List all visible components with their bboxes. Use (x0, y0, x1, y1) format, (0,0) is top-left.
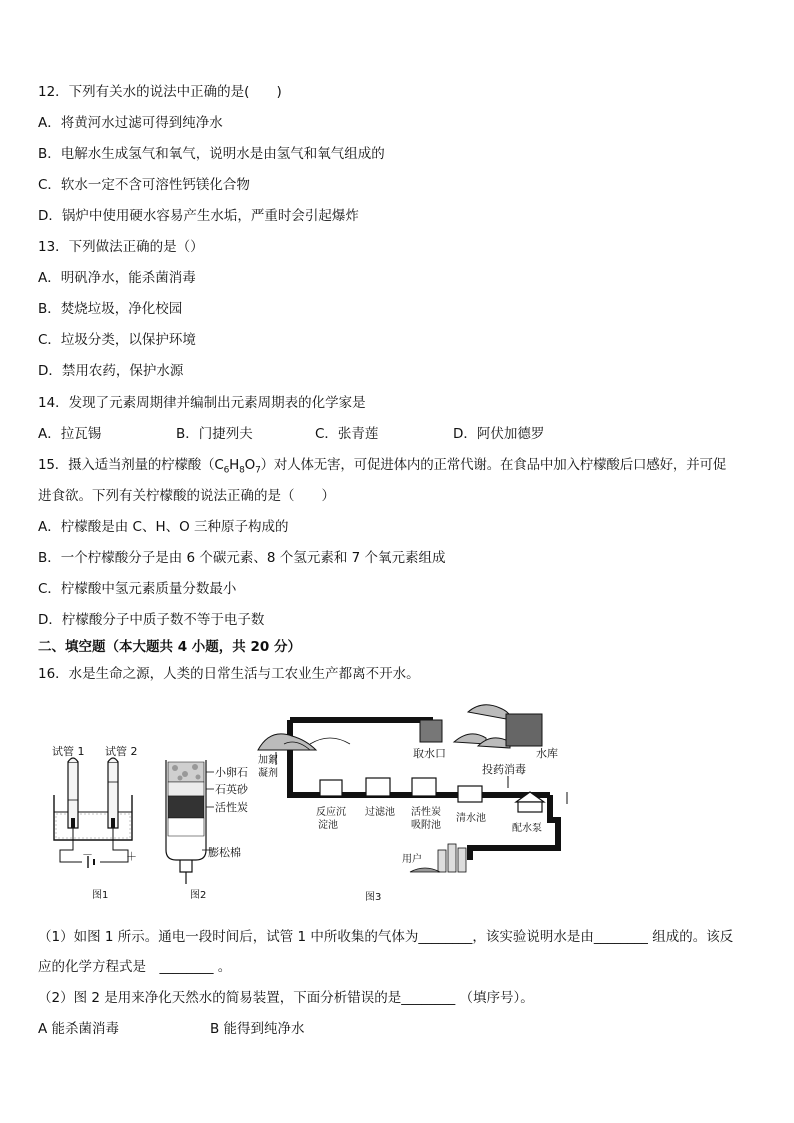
formula-sub-8: 8 (239, 465, 245, 476)
q13-option-a: A．明矾净水，能杀菌消毒 (38, 270, 196, 286)
q16-stem: 16．水是生命之源，人类的日常生活与工农业生产都离不开水。 (38, 666, 420, 682)
q15-option-c: C．柠檬酸中氢元素质量分数最小 (38, 581, 237, 597)
bushes (410, 868, 440, 872)
water-wave (310, 738, 350, 744)
intake-box (420, 720, 442, 742)
intake-label: 取水口 (413, 747, 446, 760)
formula-o: O (244, 457, 256, 473)
q13-option-c: C．垃圾分类，以保护环境 (38, 332, 196, 348)
electrode-1 (71, 818, 75, 828)
carbon-label: 活性炭 (215, 801, 248, 814)
q15-stem-end: ）对人体无害，可促进体内的正常代谢。在食品中加入柠檬酸后口感好，并可促 (260, 457, 727, 473)
hill (454, 734, 486, 744)
dam (506, 714, 542, 746)
carbon-layer (168, 796, 204, 818)
pump-house (518, 802, 542, 812)
q16-part1-line1: （1）如图 1 所示。通电一段时间后，试管 1 中所收集的气体为________，该实验说明水是由________ 组成的。该反 (38, 929, 734, 945)
figure-3-waterworks (258, 705, 567, 903)
figure-2-caption: 图2 (190, 890, 207, 901)
q15-option-a: A．柠檬酸是由 C、H、O 三种原子构成的 (38, 519, 289, 535)
formula-sub-6: 6 (223, 465, 230, 476)
coagulant-label-1: 加絮 (258, 755, 278, 766)
water (56, 814, 130, 838)
clear-water-label: 清水池 (456, 813, 486, 824)
formula-h: H (229, 457, 240, 473)
pebble-label: 小卵石 (215, 766, 248, 779)
pebble (178, 776, 183, 781)
q13-option-d: D．禁用农药，保护水源 (38, 363, 184, 379)
q15-stem (38, 456, 726, 480)
q14-option-c: C．张青莲 (315, 426, 379, 442)
filter-tank (366, 778, 390, 796)
q15-stem-line2: 进食欲。下列有关柠檬酸的说法正确的是（ ） (38, 488, 335, 504)
pipe-top (290, 720, 430, 735)
hill (468, 705, 512, 720)
q16-part1-line2: 应的化学方程式是 ________ 。 (38, 959, 232, 975)
q12-stem: 12．下列有关水的说法中正确的是( ) (38, 84, 282, 100)
q14-stem: 14．发现了元素周期律并编制出元素周期表的化学家是 (38, 395, 366, 411)
q14-option-b: B．门捷列夫 (176, 426, 253, 442)
pump-label: 配水泵 (512, 823, 542, 834)
filter-label: 过滤池 (365, 807, 395, 818)
building (438, 850, 446, 872)
pebble (196, 775, 201, 780)
electrode-2 (111, 818, 115, 828)
figure-1-caption: 图1 (92, 890, 109, 901)
settling-label-2: 淀池 (318, 820, 338, 831)
figure-3-caption: 图3 (365, 892, 382, 903)
q16-part2: （2）图 2 是用来净化天然水的简易装置，下面分析错误的是________ （填序号）。 (38, 990, 534, 1006)
q12-option-d: D．锅炉中使用硬水容易产生水垢，严重时会引起爆炸 (38, 208, 359, 224)
carbon-label-1: 活性炭 (411, 807, 441, 818)
carbon-label-2: 吸附池 (411, 820, 441, 831)
pebble (192, 764, 198, 770)
q12-option-b: B．电解水生成氢气和氧气，说明水是由氢气和氧气组成的 (38, 146, 385, 162)
figure-2-filter (166, 760, 249, 901)
section-heading: 二、填空题（本大题共 4 小题，共 20 分） (38, 639, 301, 655)
q12-option-a: A．将黄河水过滤可得到纯净水 (38, 115, 223, 131)
tube-1-top (68, 758, 78, 762)
settling-label-1: 反应沉 (316, 807, 346, 818)
figure-1-electrolysis (52, 744, 138, 901)
beaker (54, 795, 132, 840)
bottle-neck (180, 860, 192, 872)
tube-1-label: 试管 1 (52, 745, 85, 758)
tube-2-label: 试管 2 (105, 745, 138, 758)
q14-option-d: D．阿伏加德罗 (453, 426, 545, 442)
q15-stem-start: 15．摄入适当剂量的柠檬酸（C (38, 457, 224, 473)
user-label: 用户 (402, 854, 422, 865)
settling-tank (320, 780, 342, 796)
q14-option-a: A．拉瓦锡 (38, 426, 102, 442)
q13-option-b: B．焚烧垃圾，净化校园 (38, 301, 183, 317)
pebble (172, 765, 178, 771)
plus-sign: ＋ (126, 850, 137, 863)
cotton-label: 膨松棉 (208, 846, 241, 859)
formula-sub-7: 7 (255, 465, 261, 476)
sand-layer (168, 782, 204, 796)
q16-option-a: A 能杀菌消毒 (38, 1021, 120, 1037)
q15-option-d: D．柠檬酸分子中质子数不等于电子数 (38, 612, 265, 628)
sand-label: 石英砂 (215, 783, 248, 796)
reservoir-label: 水库 (536, 747, 558, 760)
q16-option-b: B 能得到纯净水 (210, 1021, 305, 1037)
wire-positive (100, 828, 128, 862)
cotton-layer (168, 818, 204, 836)
carbon-tank (412, 778, 436, 796)
tube-2-top (108, 758, 118, 762)
q13-stem: 13．下列做法正确的是（） (38, 239, 204, 255)
q15-option-b: B．一个柠檬酸分子是由 6 个碳元素、8 个氢元素和 7 个氧元素组成 (38, 550, 446, 566)
wire-negative (60, 828, 82, 862)
disinfect-label: 投药消毒 (482, 763, 526, 776)
clear-water-tank (458, 786, 482, 802)
pebble (182, 771, 188, 777)
coagulant-label-2: 凝剂 (258, 768, 278, 779)
minus-sign: － (82, 848, 93, 861)
building (458, 848, 466, 872)
q12-option-c: C．软水一定不含可溶性钙镁化合物 (38, 177, 250, 193)
building (448, 844, 456, 872)
figures (30, 700, 780, 910)
